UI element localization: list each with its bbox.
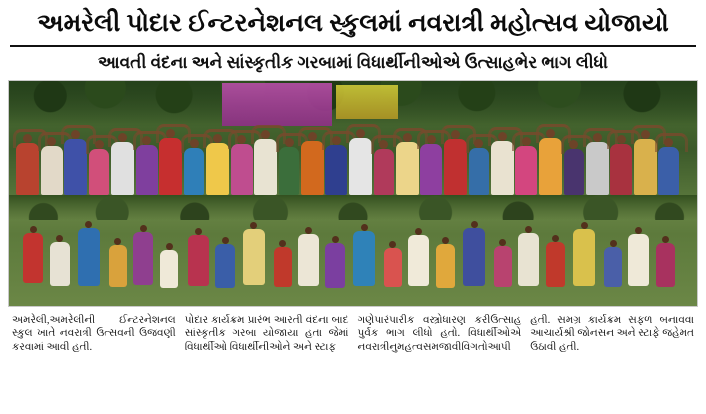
dancer-figure bbox=[243, 229, 265, 284]
dancer-figure bbox=[436, 244, 455, 288]
dancer-figure bbox=[384, 248, 402, 287]
person-figure bbox=[279, 147, 300, 195]
dancer-figure bbox=[215, 244, 234, 288]
dancer-figure bbox=[23, 233, 44, 284]
photo-garba-ground bbox=[9, 195, 697, 305]
person-figure bbox=[539, 138, 562, 195]
dancer-figure bbox=[188, 235, 209, 286]
dancer-figure bbox=[50, 242, 69, 286]
dancer-figure bbox=[604, 247, 622, 287]
person-figure bbox=[206, 143, 229, 196]
article-photo bbox=[8, 80, 698, 307]
dancer-figure bbox=[573, 229, 595, 285]
dancer-figure bbox=[274, 247, 292, 287]
person-figure bbox=[658, 147, 679, 195]
dancer-figure bbox=[353, 231, 375, 286]
dancer-figure bbox=[325, 243, 344, 288]
dancer-figure bbox=[546, 242, 565, 287]
crowd-row bbox=[9, 110, 697, 195]
person-figure bbox=[325, 145, 347, 195]
treeline-icon bbox=[9, 195, 697, 219]
person-figure bbox=[184, 148, 205, 196]
person-figure bbox=[159, 138, 182, 196]
dancer-figure bbox=[109, 245, 127, 287]
photo-top-group-shot bbox=[9, 81, 697, 196]
article-body bbox=[12, 314, 694, 356]
person-figure bbox=[231, 144, 253, 195]
dancer-figure bbox=[463, 228, 485, 285]
person-figure bbox=[41, 146, 63, 195]
person-figure bbox=[136, 145, 158, 195]
person-figure bbox=[254, 139, 277, 195]
person-figure bbox=[301, 141, 324, 195]
person-figure bbox=[349, 138, 372, 195]
dancer-figure bbox=[656, 243, 675, 287]
article-subheading: આવતી વંદના અને સાંસ્કૃતીક ગરબામાં વિધાર્થીનીઓએ ઉત્સાહભેર ભાગ લીધો bbox=[97, 53, 609, 72]
article-column-1: અમરેલી,અમરેલીની ઈન્ટરનેશનલ સ્કુલ ખાતે નવરાત્રી ઉત્સવની ઉજવણી કરવામાં આવી હતી. bbox=[12, 314, 176, 354]
person-figure bbox=[444, 139, 467, 195]
dancer-figure bbox=[160, 250, 178, 287]
article-column-4: હતી. સમગ્ર કાર્યક્રમ સફળ બનાવવા આચાર્યશ્રી જોનસન અને સ્ટાફે જહેમત ઉઠાવી હતી. bbox=[530, 314, 694, 354]
person-figure bbox=[396, 142, 419, 195]
person-figure bbox=[634, 139, 657, 195]
dancer-figure bbox=[408, 235, 429, 286]
person-figure bbox=[89, 149, 110, 196]
dancer-figure bbox=[133, 232, 154, 285]
dancer-figure bbox=[628, 234, 649, 286]
article-column-2: પોદાર કાર્યક્રમ પ્રારંભ આરતી વંદના બાદ સાંસ્કૃતીક ગરબા યોજાયા હતા જેમાં વિધાર્થીઓ વિધાર્થીનીઓને અને સ્ટાફ bbox=[184, 314, 349, 354]
person-figure bbox=[515, 146, 537, 195]
person-figure bbox=[564, 149, 585, 196]
dancer-figure bbox=[78, 228, 100, 285]
person-figure bbox=[374, 149, 395, 196]
person-figure bbox=[586, 142, 609, 195]
person-figure bbox=[610, 144, 632, 195]
title-divider bbox=[10, 45, 696, 47]
person-figure bbox=[111, 142, 134, 195]
article-column-3: ગણેપારંપારીક વસ્ત્રોધારણ કરીઉત્સાહ પુર્વક ભાગ લીધો હતો. વિધાર્થીઓએ નવરાત્રીનુમહત્વસમજાવીવિગતોઆપી bbox=[357, 314, 522, 354]
person-figure bbox=[491, 141, 514, 195]
person-figure bbox=[420, 144, 442, 195]
person-figure bbox=[16, 143, 39, 196]
dancer-figure bbox=[518, 233, 539, 286]
person-figure bbox=[469, 148, 490, 196]
dancer-figure bbox=[494, 246, 512, 287]
dancer-figure bbox=[298, 234, 319, 286]
page-title: અમરેલી પોદાર ઈન્ટરનેશનલ સ્કુલમાં નવરાત્રી મહોત્સવ યોજાયો bbox=[37, 10, 669, 37]
person-figure bbox=[64, 139, 87, 195]
